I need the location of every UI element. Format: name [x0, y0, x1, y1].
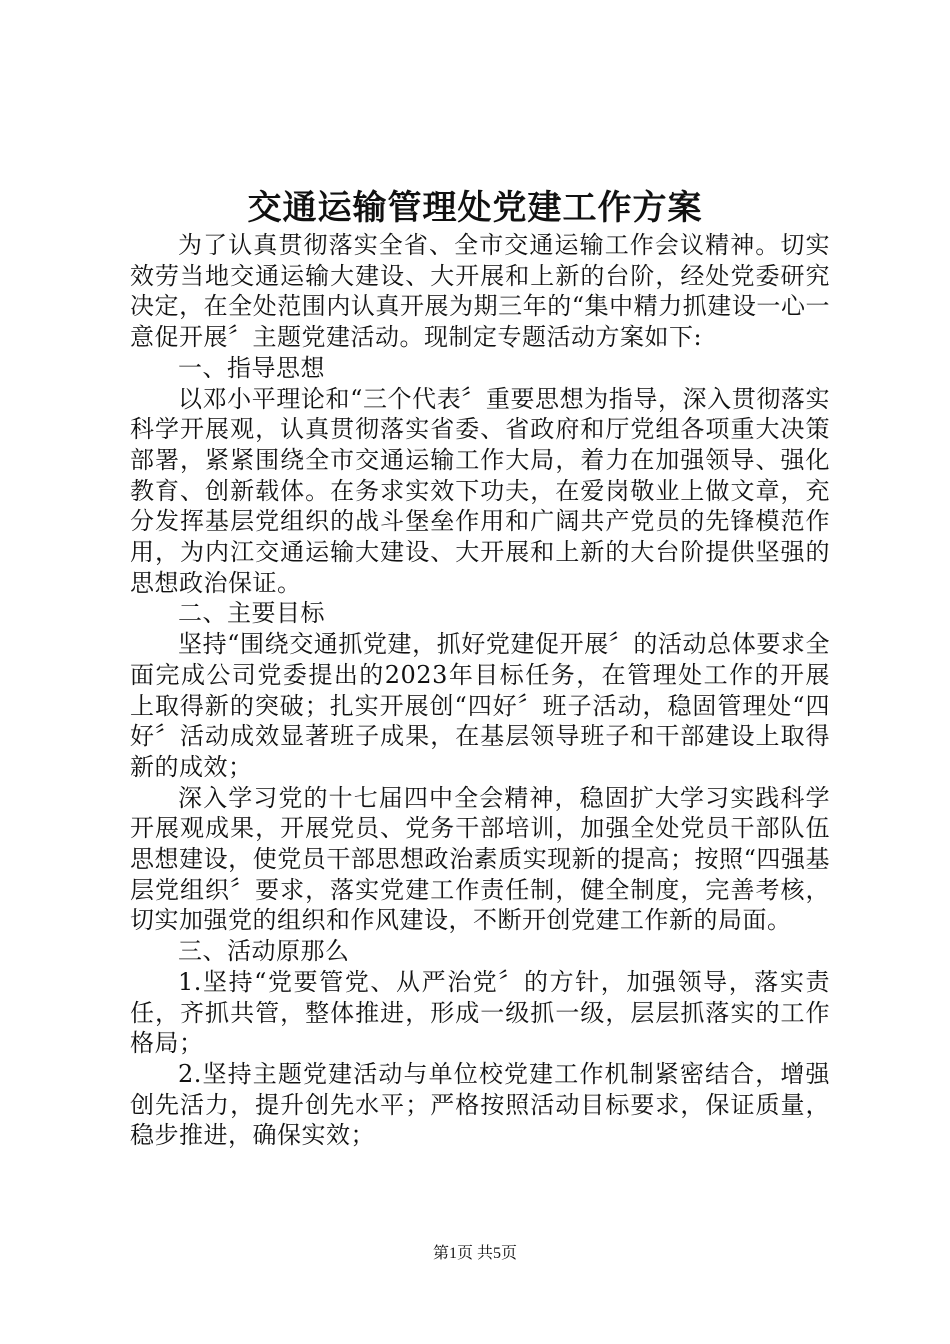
document-body [130, 230, 830, 1151]
document-title: 交通运输管理处党建工作方案 [247, 188, 703, 228]
guiding-ideology-paragraph: 以邓小平理论和“三个代表〞重要思想为指导，深入贯彻落实科学开展观，认真贯彻落实省委、省政府和厅党组各项重大决策部署，紧紧围绕全市交通运输工作大局，着力在加强领导、强化教育、创新载体。在务求实效下功夫，在爱岗敬业上做文章，充分发挥基层党组织的战斗堡垒作用和广阔共产党员的先锋模范作用，为内江交通运输大建设、大开展和上新的大台阶提供坚强的思想政治保证。 [130, 384, 830, 597]
principle-item-1: 1.坚持“党要管党、从严治党〞的方针，加强领导，落实责任，齐抓共管，整体推进，形成一级抓一级，层层抓落实的工作格局； [130, 967, 830, 1058]
main-goals-paragraph-2: 深入学习党的十七届四中全会精神，稳固扩大学习实践科学开展观成果，开展党员、党务干部培训，加强全处党员干部队伍思想建设，使党员干部思想政治素质实现新的提高；按照“四强基层党组织〞要求，落实党建工作责任制，健全制度，完善考核，切实加强党的组织和作风建设，不断开创党建工作新的局面。 [130, 783, 830, 935]
section-heading-guiding-ideology: 一、指导思想 [178, 353, 325, 382]
page-number-footer: 第1页 共5页 [432, 1245, 517, 1262]
section-heading-principles: 三、活动原那么 [178, 937, 350, 966]
section-heading-main-goals: 二、主要目标 [178, 599, 325, 628]
main-goals-paragraph-1: 坚持“围绕交通抓党建，抓好党建促开展〞的活动总体要求全面完成公司党委提出的2023年目标任务，在管理处工作的开展上取得新的突破；扎实开展创“四好〞班子活动，稳固管理处“四好〞活动成效显著班子成果，在基层领导班子和干部建设上取得新的成效； [130, 630, 830, 781]
principle-item-2: 2.坚持主题党建活动与单位校党建工作机制紧密结合，增强创先活力，提升创先水平；严格按照活动目标要求，保证质量，稳步推进，确保实效； [130, 1059, 830, 1150]
intro-paragraph: 为了认真贯彻落实全省、全市交通运输工作会议精神。切实效劳当地交通运输大建设、大开展和上新的台阶，经处党委研究决定，在全处范围内认真开展为期三年的“集中精力抓建设一心一意促开展〞主题党建活动。现制定专题活动方案如下: [130, 231, 830, 352]
